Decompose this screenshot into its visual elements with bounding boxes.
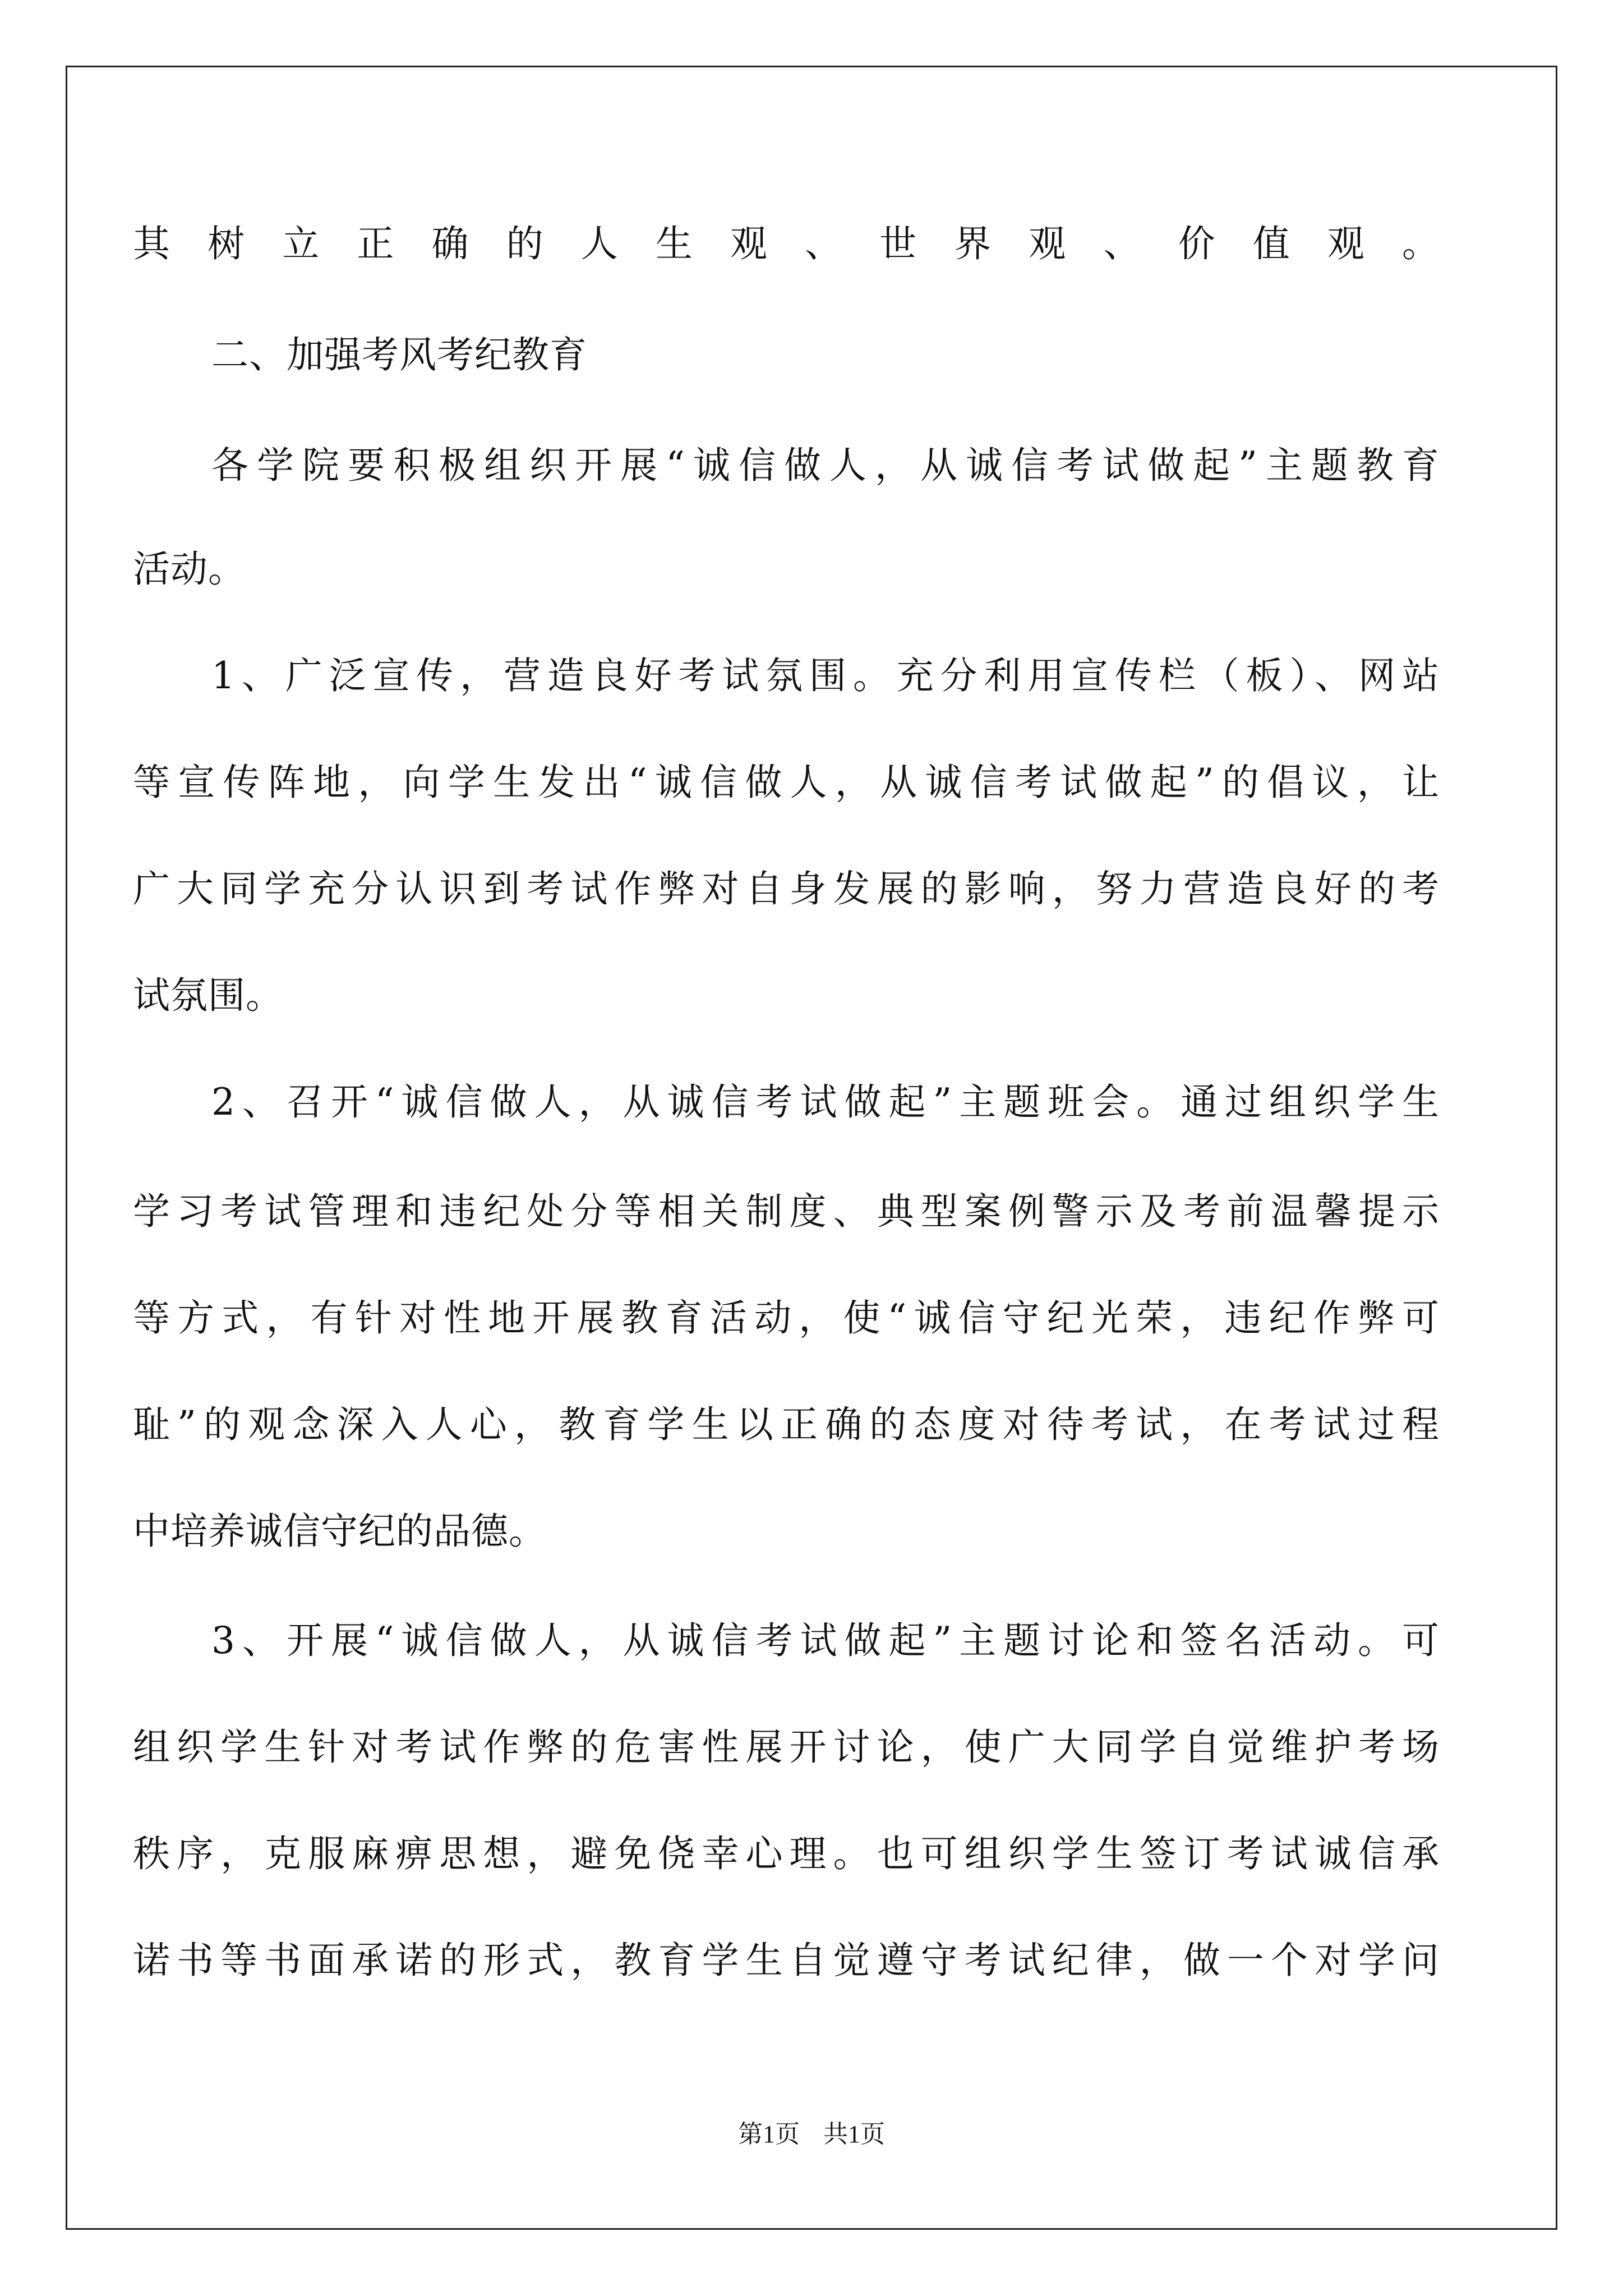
text-line: 其树立正确的人生观、世界观、价值观。 xyxy=(133,222,1440,265)
text-line: 活动。 xyxy=(133,547,246,591)
text-line: 秩序，克服麻痹思想，避免侥幸心理。也可组织学生签订考试诚信承 xyxy=(133,1832,1440,1875)
text-line: 学习考试管理和违纪处分等相关制度、典型案例警示及考前温馨提示 xyxy=(133,1190,1440,1233)
page-footer xyxy=(0,2118,1623,2151)
text-line: 2、召开“诚信做人，从诚信考试做起”主题班会。通过组织学生 xyxy=(211,1080,1440,1124)
text-line: 耻”的观念深入人心，教育学生以正确的态度对待考试，在考试过程 xyxy=(133,1403,1440,1446)
text-line: 各学院要积极组织开展“诚信做人，从诚信考试做起”主题教育 xyxy=(211,444,1440,487)
section-heading: 二、加强考风考纪教育 xyxy=(211,333,587,376)
text-line: 等方式，有针对性地开展教育活动，使“诚信守纪光荣，违纪作弊可 xyxy=(133,1296,1440,1340)
text-line: 等宣传阵地，向学生发出“诚信做人，从诚信考试做起”的倡议，让 xyxy=(133,761,1440,804)
text-line: 组织学生针对考试作弊的危害性展开讨论，使广大同学自觉维护考场 xyxy=(133,1726,1440,1769)
text-line: 中培养诚信守纪的品德。 xyxy=(133,1510,546,1553)
page-number: 第1页 xyxy=(738,2120,800,2148)
text-line: 1、广泛宣传，营造良好考试氛围。充分利用宣传栏（板）、网站 xyxy=(211,654,1440,697)
text-line: 3、开展“诚信做人，从诚信考试做起”主题讨论和签名活动。可 xyxy=(211,1619,1440,1662)
text-line: 试氛围。 xyxy=(133,974,283,1017)
page-border xyxy=(66,66,1557,2230)
page-count: 共1页 xyxy=(823,2120,885,2148)
text-line: 诺书等书面承诺的形式，教育学生自觉遵守考试纪律，做一个对学问 xyxy=(133,1939,1440,1982)
text-line: 广大同学充分认识到考试作弊对自身发展的影响，努力营造良好的考 xyxy=(133,867,1440,910)
